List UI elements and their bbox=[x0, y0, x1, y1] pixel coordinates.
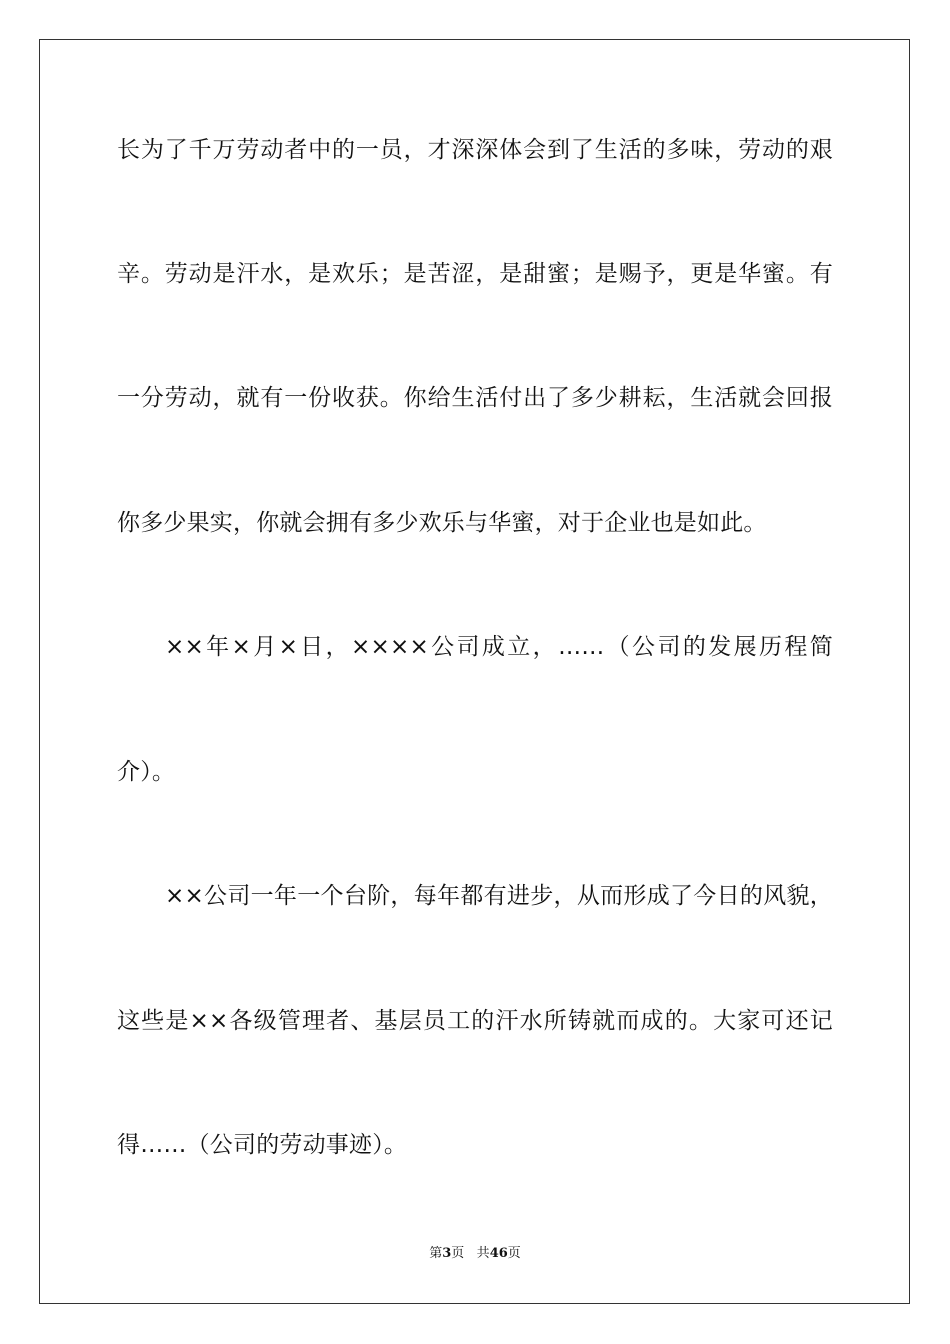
text-line-4: 你多少果实，你就会拥有多少欢乐与华蜜，对于企业也是如此。 bbox=[117, 510, 767, 536]
footer-page-suffix: 页 bbox=[451, 1246, 465, 1261]
text-line-3: 一分劳动，就有一份收获。你给生活付出了多少耕耘，生活就会回报 bbox=[117, 385, 833, 411]
footer-page-prefix: 第 bbox=[429, 1246, 443, 1261]
text-line-5: ××年×月×日，××××公司成立，……（公司的发展历程简 bbox=[165, 634, 833, 660]
footer-total-suffix: 页 bbox=[507, 1246, 521, 1261]
text-line-9: 得……（公司的劳动事迹）。 bbox=[117, 1132, 408, 1158]
text-line-8: 这些是××各级管理者、基层员工的汗水所铸就而成的。大家可还记 bbox=[117, 1008, 833, 1034]
text-line-6: 介）。 bbox=[117, 759, 176, 785]
text-line-1: 长为了千万劳动者中的一员，才深深体会到了生活的多味，劳动的艰 bbox=[117, 137, 833, 163]
page-border bbox=[39, 39, 910, 1304]
footer-total-prefix: 共 bbox=[476, 1246, 490, 1261]
page-footer bbox=[0, 1245, 950, 1263]
footer-total-pages: 46 bbox=[489, 1246, 508, 1261]
footer-page-number: 3 bbox=[442, 1246, 452, 1261]
text-line-2: 辛。劳动是汗水，是欢乐；是苦涩，是甜蜜；是赐予，更是华蜜。有 bbox=[117, 261, 833, 287]
text-line-7: ××公司一年一个台阶，每年都有进步，从而形成了今日的风貌， bbox=[165, 883, 833, 909]
